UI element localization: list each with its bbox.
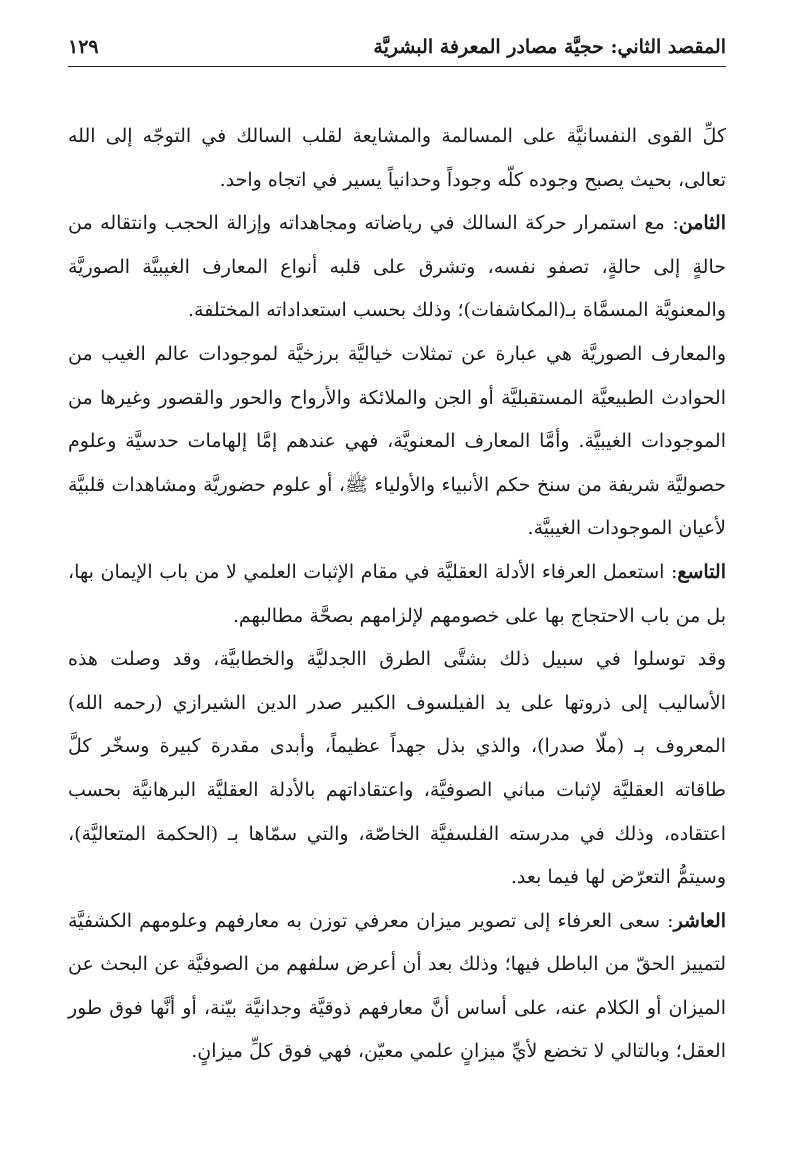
paragraph	[68, 638, 726, 900]
paragraph-text: وقد توسلوا في سبيل ذلك بشتَّى الطرق االجدليَّة والخطابيَّة، وقد وصلت هذه الأساليب إلى ذروتها على يد الفيلسوف الكبير صدر الدين الشيرازي (رحمه الله) المعروف بـ (ملّا صدرا)، والذي بذل جهداً عظيماً، وأبدى مقدرة كبيرة وسخّر كلَّ طاقاته العقليَّة لإثبات مباني الصوفيَّة، واعتقاداتهم بالأدلة العقليَّة البرهانيَّة بحسب اعتقاده، وذلك في مدرسته الفلسفيَّة الخاصّة، والتي سمّاها بـ (الحكمة المتعاليَّة)، وسيتمُّ التعرّض لها فيما بعد.	[68, 648, 726, 889]
header-title: المقصد الثاني: حجيَّة مصادر المعرفة البشريَّة	[373, 36, 726, 58]
paragraph	[68, 333, 726, 551]
book-page	[68, 28, 726, 1148]
paragraph	[68, 115, 726, 202]
paragraph	[68, 551, 726, 638]
body-text	[68, 115, 726, 1074]
paragraph	[68, 900, 726, 1074]
paragraph-text: : مع استمرار حركة السالك في رياضاته ومجاهداته وإزالة الحجب وانتقاله من حالةٍ إلى حالةٍ، تصفو نفسه، وتشرق على قلبه أنواع المعارف الغيبيَّة الصوريَّة والمعنويَّة المسمَّاة بـ(المكاشفات)؛ وذلك بحسب استعداداته المختلفة.	[68, 212, 726, 322]
paragraph-lead: العاشر	[673, 909, 726, 932]
paragraph-text: : سعى العرفاء إلى تصوير ميزان معرفي توزن به معارفهم وعلومهم الكشفيَّة لتمييز الحقّ من الباطل فيها؛ وذلك بعد أن أعرض سلفهم من الصوفيَّة عن البحث عن الميزان أو الكلام عنه، على أساس أنَّ معارفهم ذوقيَّة وجدانيَّة بيّنة، أو أنَّها فوق طور العقل؛ وبالتالي لا تخضع لأيِّ ميزانٍ علمي معيّن، فهي فوق كلِّ ميزانٍ.	[68, 909, 726, 1063]
paragraph-lead: الثامن	[678, 212, 726, 235]
paragraph-text: والمعارف الصوريَّة هي عبارة عن تمثلات خياليَّة برزخيَّة لموجودات عالم الغيب من الحوادث الطبيعيَّة المستقبليَّة أو الجن والملائكة والأرواح والحور والقصور وغيرها من الموجودات الغيبيَّة. وأمَّا المعارف المعنويَّة، فهي عندهم إمَّا إلهامات حدسيَّة وعلوم حصوليَّة شريفة من سنخ حكم الأنبياء والأولياء ﷺ، أو علوم حضوريَّة ومشاهدات قلبيَّة لأعيان الموجودات الغيبيَّة.	[68, 342, 727, 540]
paragraph	[68, 202, 726, 333]
page-number: ١٢٩	[68, 36, 99, 58]
paragraph-text: كلِّ القوى النفسانيَّة على المسالمة والمشايعة لقلب السالك في التوجّه إلى الله تعالى، بحيث يصبح وجوده كلّه وجوداً وحدانياً يسير في اتجاه واحد.	[68, 125, 726, 191]
running-header	[68, 28, 726, 67]
paragraph-text: : استعمل العرفاء الأدلة العقليَّة في مقام الإثبات العلمي لا من باب الإيمان بها، بل من باب الاحتجاج بها على خصومهم لإلزامهم بصحَّة مطالبهم.	[68, 560, 726, 627]
paragraph-lead: التاسع	[677, 560, 726, 583]
